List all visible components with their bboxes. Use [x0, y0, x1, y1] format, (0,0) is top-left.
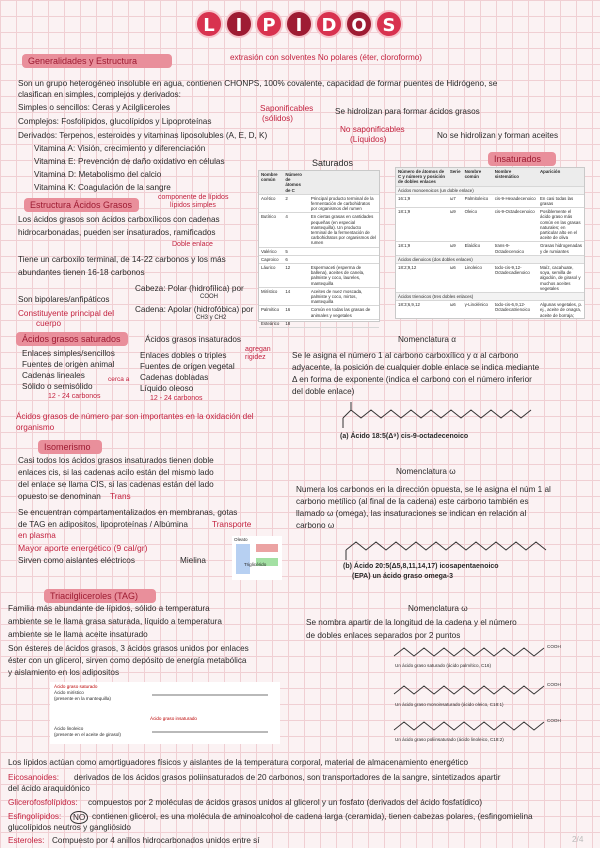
insulator-note: Sirven como aislantes eléctricos	[18, 556, 135, 565]
nomenclature-alpha-text: adyacente, la posición de cualquier doble enlace se indica mediante	[292, 363, 540, 372]
table-header: Número de átomos de C y número y posición de dobles enlaces	[396, 168, 448, 186]
compartment-text: Se encuentran compartamentalizados en membranas, gotas	[18, 508, 238, 517]
bipolar-note: Son bipolares/anfipáticos	[18, 295, 110, 304]
tail-apolar-ch: CH3 y CH2	[196, 315, 227, 321]
isomerism-text: Casi todos los ácidos grasos insaturados tienen doble	[18, 456, 214, 465]
page-number: 2/4	[572, 835, 584, 844]
eicosanoids-text: del ácido araquidónico	[8, 784, 90, 793]
eicosanoids-text: derivados de los ácidos grasos poliinsaturados de 20 carbonos, son transportadores de la sangre, sintetizados apartir	[74, 773, 501, 782]
nomenclature-chain-text: Se nombra apartir de la longitud de la cadena y el número	[306, 618, 517, 627]
membrane-note: cuerpo	[36, 319, 62, 328]
table-group: Ácidos monoenoicos (un doble enlace)	[396, 186, 584, 194]
derived-lipids: Derivados: Terpenos, esteroides y vitaminas liposolubles (A, E, D, K)	[18, 131, 268, 140]
isomerism-text: opuesto se denominan	[18, 492, 101, 501]
cooh-label: COOH	[547, 644, 561, 649]
eicosanoids-label: Eicosanoides:	[8, 773, 59, 782]
no-label: NO	[70, 811, 88, 824]
section-heading-fatty-acid-structure: Estructura Ácidos Grasos	[24, 198, 139, 212]
title-letter: P	[255, 10, 283, 38]
liquids-label: (Líquidos)	[350, 135, 387, 144]
saturated-item: Enlaces simples/sencillos	[22, 349, 115, 358]
rigidity-note: agregan rigidez	[245, 346, 271, 361]
vitamin-d: Vitamina D: Metabolismo del calcio	[34, 170, 162, 179]
isomerism-text: del enlace se llama CIS, si las cadenas están del lado	[18, 480, 214, 489]
saturated-carbons: 12 - 24 carbonos	[48, 393, 101, 400]
membrane-note: Constituyente principal del	[18, 309, 115, 318]
page-title	[195, 10, 405, 48]
table-header: Aparición	[538, 168, 584, 186]
head-polar-cooh: COOH	[200, 294, 218, 300]
solids-label: (sólidos)	[262, 114, 293, 123]
oleic-caption: Un ácido graso monoinsaturado (ácido oleico, C18:1)	[395, 702, 504, 707]
glycerophospholipids-text: compuestos por 2 moléculas de ácidos grasos unidos al glicerol y un fosfato (derivados del ácido fosfatídico)	[88, 798, 483, 807]
oleic-acid-caption: (a) Ácido 18:5(Δ⁹) cis-9-octadecenoico	[340, 433, 469, 440]
unsaturated-item: Líquido oleoso	[140, 384, 194, 393]
table-group: Ácidos trienoicos (tres dobles enlaces)	[396, 293, 584, 301]
nomenclature-chain-text: de dobles enlaces separados por 2 puntos	[306, 631, 461, 640]
unsaturated-table-title: Insaturados	[488, 152, 556, 166]
table-row: Caproico 6	[259, 255, 379, 263]
table-row: Butírico 4 En ciertas grasas en cantidades pequeñas (en especial mantequilla). Un producto terminal de la fermentación de carbohidratos por organismos del rumen	[259, 213, 379, 247]
unsaturated-chain-diagram	[150, 722, 270, 742]
myelin-label: Mielina	[180, 556, 206, 565]
sterols-label: Esteroles:	[8, 836, 45, 845]
tag-text: ambiente se le llama grasa saturada, líquido a temperatura	[8, 617, 222, 626]
title-letter: O	[345, 10, 373, 38]
nomenclature-alpha-text: Δ en forma de exponente (indica el carbono con el número inferior	[292, 375, 532, 384]
component-note: lípidos simples	[170, 202, 216, 209]
saturated-table-title: Saturados	[312, 158, 354, 168]
unsaturated-item: Fuentes de origen vegetal	[140, 362, 235, 371]
tag-text: ambiente se le llama aceite insaturado	[8, 630, 148, 639]
unsaturated-item: Enlaces dobles o triples	[140, 351, 227, 360]
compartment-text: de TAG en adipositos, lipoproteínas / Albúmina	[18, 520, 188, 529]
table-row: Esteárico 18	[259, 319, 379, 327]
saturated-item: Cadenas lineales	[22, 371, 85, 380]
table-row: Láurico 12 Espermaceti (esperma de ballena), aceites de canela, palmiste y coco, laureles, mantequilla	[259, 264, 379, 288]
unsaturated-fatty-acids-table	[395, 167, 585, 319]
figure-label: Ácido graso saturado	[54, 684, 98, 689]
unsaturated-carbons: 12 - 24 carbonos	[150, 395, 203, 402]
epa-caption: (b) Ácido 20:5(Δ5,8,11,14,17) icosapentaenoico	[343, 563, 499, 570]
vitamin-a: Vitamina A: Visión, crecimiento y diferenciación	[34, 144, 206, 153]
nomenclature-omega-text: llamado ω (omega), las insaturaciones se indican en relación al	[296, 509, 527, 518]
sphingolipids-text: glucolípidos neutros y gangliósido	[8, 823, 131, 832]
epa-structure-diagram	[340, 534, 560, 562]
title-letter: I	[285, 10, 313, 38]
unsaturated-item: Cadenas dobladas	[140, 373, 209, 382]
intro-line: clasifican en simples, complejos y derivados:	[18, 90, 181, 99]
saturated-chain-diagram	[150, 686, 270, 704]
isomerism-figure	[232, 536, 282, 580]
figure-label: Ácido linoleico	[54, 726, 84, 731]
oleic-acid-structure-diagram	[335, 400, 565, 432]
lipid-function-note: Los lípidos actúan como amortiguadores físicos y aislantes de la temperatura corporal, material de almacenamiento energético	[8, 758, 469, 767]
tag-text: Familia más abundante de lípidos, sólido a temperatura	[8, 604, 210, 613]
title-letter: I	[225, 10, 253, 38]
nomenclature-omega-text: carbono ω	[296, 521, 335, 530]
complex-lipids: Complejos: Fosfolípidos, glucolípidos y Lipoproteínas	[18, 117, 212, 126]
sphingolipids-text: contienen glicerol, es una molécula de aminoalcohol de cadena larga (ceramida), tienen cabezas polares, (esfingomielina	[92, 812, 533, 821]
figure-label: (presente en el aceite de girasol)	[54, 732, 121, 737]
tag-text: y aislamiento en los adipositos	[8, 668, 120, 677]
table-header	[309, 171, 379, 194]
nomenclature-alpha-heading: Nomenclatura α	[398, 335, 456, 344]
component-note: componente de lípidos	[158, 194, 229, 201]
nomenclature-omega-text: carbono metílico (al final de la cadena) este carbono también es	[296, 497, 529, 506]
saturated-item: Fuentes de origen animal	[22, 360, 115, 369]
saponifiable-note: Se hidrolizan para formar ácidos grasos	[335, 107, 480, 116]
saponifiable-label: Saponificables	[260, 104, 314, 113]
fatty-acid-structures-figure	[50, 682, 280, 744]
title-letter: S	[375, 10, 403, 38]
extraction-note: extrasión con solventes No polares (éter, cloroformo)	[230, 53, 423, 62]
tag-text: Son ésteres de ácidos grasos, 3 ácidos grasos unidos por enlaces	[8, 644, 249, 653]
figure-label: Triglicérido	[244, 562, 267, 567]
table-row: Valérico 5	[259, 247, 379, 255]
palmitic-caption: Un ácido graso saturado (ácido palmítico, C16)	[395, 663, 492, 668]
table-row: 16:1;9 ω7 Palmitoleico cis-9-Hexadecenoico En casi todas las grasas	[396, 194, 584, 207]
table-group: Ácidos dienoicos (dos dobles enlaces)	[396, 255, 584, 263]
even-number-note: Ácidos grasos de número par son importantes en la oxidación del	[16, 412, 254, 421]
glycerophospholipids-label: Glicerofosfolípidos:	[8, 798, 78, 807]
nomenclature-alpha-text: Se le asigna el número 1 al carbono carboxílico y α al carbono	[292, 351, 519, 360]
sterols-text: Compuesto por 4 anillos hidrocarbonados unidos entre sí	[52, 836, 260, 845]
fa-line: Los ácidos grasos son ácidos carboxílicos con cadenas	[18, 215, 220, 224]
saturated-fatty-acids-table	[258, 170, 380, 326]
sphingolipids-label: Esfingolípidos:	[8, 812, 62, 821]
section-heading-saturated: Ácidos grasos saturados	[16, 332, 128, 346]
vitamin-k: Vitamina K: Coagulación de la sangre	[34, 183, 171, 192]
near-note: cerca a	[108, 376, 130, 383]
transport-label: Transporte	[212, 520, 252, 529]
tag-text: éster con un glicerol, sirven como depósito de energía metabólica	[8, 656, 247, 665]
fa-line: Tiene un carboxilo terminal, de 14-22 carbonos y los más	[18, 255, 226, 264]
tail-apolar: Cadena: Apolar (hidrofóbica) por	[135, 305, 254, 314]
nomenclature-omega-heading: Nomenclatura ω	[396, 467, 456, 476]
table-header: Nombre común	[259, 171, 283, 194]
table-row: 18:1;9 ω9 Elaídico trans-9-Octadecenoico Grasas hidrogenadas y de rumiantes	[396, 242, 584, 255]
nomenclature-chain-heading: Nomenclatura ω	[408, 604, 468, 613]
linoleic-caption: Un ácido graso poliinsaturado (ácido linoleico, C18:2)	[395, 737, 504, 742]
section-heading-unsaturated: Ácidos grasos insaturados	[145, 335, 242, 344]
nonsaponifiable-note: No se hidrolizan y forman aceites	[437, 131, 559, 140]
saturated-item: Sólido o semisólido	[22, 382, 93, 391]
fa-line: abundantes tienen 16-18 carbonos	[18, 268, 145, 277]
head-polar: Cabeza: Polar (hidrofílica) por	[135, 284, 244, 293]
epa-caption: (EPA) un ácido graso omega-3	[352, 573, 453, 580]
nonsaponifiable-label: No saponificables	[340, 125, 405, 134]
double-bond-note: Doble enlace	[172, 241, 213, 248]
plasma-label: en plasma	[18, 531, 56, 540]
trans-label: Trans	[110, 492, 131, 501]
fa-line: hidrocarbonadas, pueden ser insaturados, ramificados	[18, 228, 216, 237]
table-header: Serie	[448, 168, 463, 186]
simple-lipids: Simples o sencillos: Ceras y Acilgliceroles	[18, 103, 170, 112]
figure-label: (presente en la mantequilla)	[54, 696, 111, 701]
section-heading-tag: Triacilgliceroles (TAG)	[44, 589, 156, 603]
table-row: Palmítico 16 Común en todas las grasas de animales y vegetales	[259, 306, 379, 319]
table-row: 18:3;6,9,12 ω6 γ-Linolénico todo-cis-6,9,12-Octadecatrienoico Algunas vegetales, p. ej., aceite de onagra, aceite de borraja;	[396, 301, 584, 319]
isomerism-text: enlaces cis, si las cadenas acilo están del mismo lado	[18, 468, 214, 477]
energy-note: Mayor aporte energético (9 cal/gr)	[18, 543, 148, 553]
table-header: Nombre común	[463, 168, 493, 186]
section-heading-generalities: Generalidades y Estructura	[22, 54, 172, 68]
title-letter: L	[195, 10, 223, 38]
figure-label: Oleato	[234, 537, 248, 542]
figure-label: Ácido mirístico	[54, 690, 84, 695]
nomenclature-omega-text: Numera los carbonos en la dirección opuesta, se le asigna el núm 1 al	[296, 485, 551, 494]
figure-label: Ácido graso insaturado	[150, 716, 197, 721]
title-letter: D	[315, 10, 343, 38]
table-row: Acético 2 Principal producto terminal de la fermentación de carbohidratos por organismos del rumen	[259, 194, 379, 213]
cooh-label: COOH	[547, 718, 561, 723]
section-heading-isomerism: Isomerismo	[38, 440, 102, 454]
table-row: 18:2;9,12 ω6 Linoleico todo-cis-9,12-Octadecadienoico Maíz, cacahuate, soya, semilla de algodón, de girasol y muchos aceites vegetales	[396, 264, 584, 293]
table-row: Mirístico 14 Aceites de nuez moscada, palmiste y coco, mirtos, mantequilla	[259, 287, 379, 306]
table-header: Número de átomos de C	[283, 171, 309, 194]
table-row: 18:1;9 ω9 Oleico cis-9-Octadecenoico Posiblemente el ácido graso más común en las grasas naturales; en particular alto en el aceite de oliva	[396, 208, 584, 242]
nomenclature-alpha-text: del doble enlace)	[292, 387, 355, 396]
even-number-note: organismo	[16, 423, 55, 432]
table-header: Nombre sistemático	[493, 168, 538, 186]
cooh-label: COOH	[547, 682, 561, 687]
intro-line: Son un grupo heterogéneo insoluble en agua, contienen CHONPS, 100% covalente, capacidad de formar puentes de Hidrógeno, se	[18, 79, 498, 88]
vitamin-e: Vitamina E: Prevención de daño oxidativo en células	[34, 157, 225, 166]
